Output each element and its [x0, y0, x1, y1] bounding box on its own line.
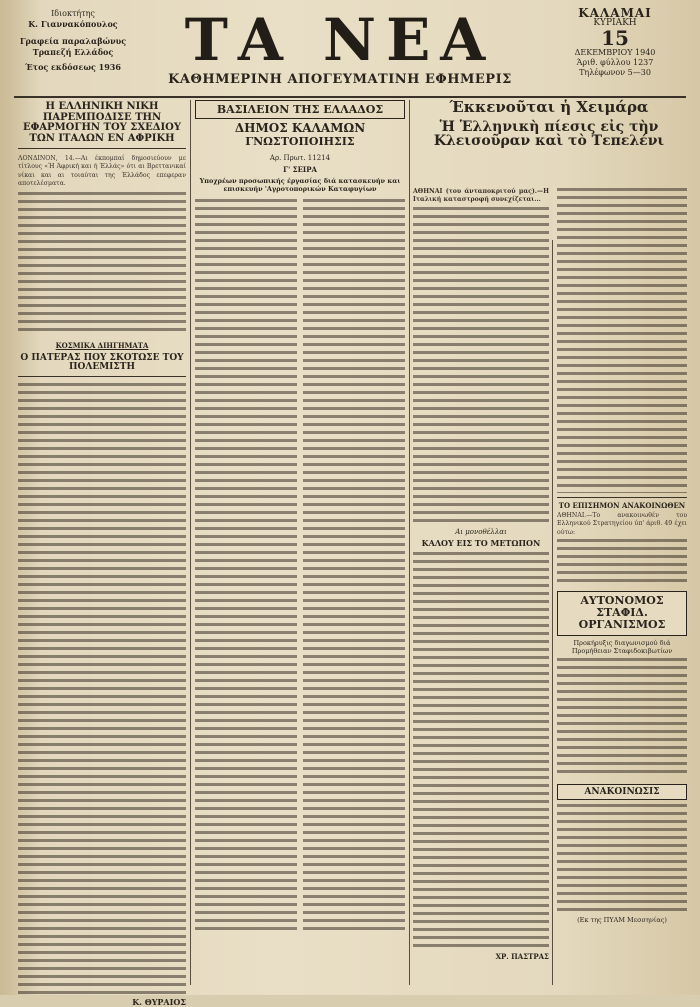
publisher-info	[18, 8, 128, 73]
right-top-story	[413, 100, 685, 149]
tender-text	[557, 658, 687, 778]
story-text	[18, 383, 186, 995]
series-label: Γ' ΣΕΙΡΑ	[283, 165, 317, 174]
publisher-line: Ιδιοκτήτης	[51, 9, 95, 18]
column-divider	[552, 240, 553, 985]
column-divider	[409, 100, 410, 985]
war-report-text	[413, 207, 549, 522]
tender-notice: Προκήρυξις διαγωνισμού διά Προμήθειαν Σταφιδοκιβωτίων	[571, 638, 673, 655]
notice-lead: Υποχρέων προσωπικής έργασίας διά κατασκευήν και επισκευήν 'Αγροτοπορικών Καταφυγίων	[199, 177, 401, 193]
protocol-number: Αρ. Πρωτ. 11214	[269, 154, 331, 162]
section-label: ΚΟΣΜΙΚΑ ΔΙΗΓΗΜΑΤΑ	[55, 341, 149, 350]
middle-column	[195, 100, 405, 934]
masthead	[150, 6, 530, 87]
official-bulletin-text: ΑΘΗΝΑΙ.—Το ανακοινωθέν του Ελληνικού Στρατηγείου ύπ' άριθ. 49 έχει ούτω:	[557, 512, 687, 536]
left-headline: Η ΕΛΛΗΝΙΚΗ ΝΙΚΗ ΠΑΡΕΜΠΟΔΙΣΕ ΤΗΝ ΕΦΑΡΜΟΓΗΝ ΤΟΥ ΣΧΕΔΙΟΥ ΤΩΝ ΙΤΑΛΩΝ ΕΝ ΑΦΡΙΚΗ	[18, 102, 186, 149]
left-intro	[18, 155, 186, 335]
right-headline-2: Ἡ Ἑλληνικὴ πίεσις εἰς τὴν Κλεισοῦραν καὶ τὸ Τεπελένι	[433, 118, 665, 150]
kingdom-heading: ΒΑΣΙΛΕΙΟΝ ΤΗΣ ΕΛΛΑΔΟΣ	[195, 100, 405, 119]
month-year: ΔΕΚΕΜΒΡΙΟΥ 1940	[574, 48, 656, 57]
notice-text-right	[303, 199, 405, 934]
issue-number: Άριθ. φύλλου 1237	[576, 58, 654, 67]
announcement-source: (Εκ της ΠΥΑΜ Μεσσηνίας)	[577, 915, 667, 924]
currant-organization-box: ΑΥΤΟΝΟΜΟΣ ΣΤΑΦΙΔ. ΟΡΓΑΝΙΣΜΟΣ	[557, 591, 687, 635]
right-signature: ΧΡ. ΠΑΣΤΡΑΣ	[495, 951, 549, 961]
announcement-text	[557, 804, 687, 914]
issue-info	[540, 8, 690, 78]
newspaper-subtitle: ΚΑΘΗΜΕΡΙΝΗ ΑΠΟΓΕΥΜΑΤΙΝΗ ΕΦΗΜΕΡΙΣ	[168, 72, 512, 87]
phone: Τηλέφωνον 5—30	[579, 68, 651, 77]
section-2-text	[413, 552, 549, 952]
weekday: ΚΥΡΙΑΚΗ	[593, 18, 637, 28]
intro-text: ΛΟΝΔΙΝΟΝ, 14.—Αι έκπομπαί δημοσιεύουν με τίτλους «Ή Άφρική και ή Έλλάς» ότι αι Βρεττανικαί νίκαι και αι τοιαύται της Έλλάδος επεφεραν αποτελέσματα.	[18, 155, 186, 188]
official-bulletin-title: ΤΟ ΕΠΙΣΗΜΟΝ ΑΝΑΚΟΙΝΩΘΕΝ	[557, 497, 687, 510]
announcement-title: ΑΝΑΚΟΙΝΩΣΙΣ	[557, 784, 687, 800]
official-bulletin-body	[557, 539, 687, 585]
publisher-line: Έτος εκδόσεως 1936	[25, 62, 121, 72]
city: ΚΑΛΑΜΑΙ	[578, 6, 652, 20]
far-right-column	[557, 188, 687, 924]
section-2-label: Αι μονοθέλλαι	[455, 527, 507, 536]
notice-text-left	[195, 199, 297, 934]
text-block	[18, 192, 186, 332]
column-divider	[190, 100, 191, 985]
left-signature: Κ. ΘΥΡΑΙΟΣ	[132, 996, 186, 1007]
story-title: Ο ΠΑΤΕΡΑΣ ΠΟΥ ΣΚΟΤΩΣΕ ΤΟΥ ΠΟΛΕΜΙΣΤΗ	[18, 354, 186, 377]
left-column	[18, 102, 186, 1007]
war-report-continued	[557, 188, 687, 493]
publisher-line: Τραπεζή Ελλάδος	[32, 47, 114, 57]
publisher-line: Κ. Γιαννακόπουλος	[28, 19, 118, 29]
section-2-title: ΚΑΛΟΥ ΕΙΣ ΤΟ ΜΕΤΩΠΟΝ	[421, 537, 541, 548]
right-headline-1: Έκκενοῦται ἡ Χειμάρα	[449, 98, 649, 116]
publisher-line: Γραφεία παραλαβώνυς	[19, 36, 127, 46]
right-column	[413, 188, 549, 961]
dateline: ΑΘΗΝΑΙ (του άνταποκριτού μας).—Η Ιταλική καταστροφή συνεχίζεται...	[413, 188, 549, 204]
notice-heading: ΓΝΩΣΤΟΠΟΙΗΣΙΣ	[245, 135, 355, 148]
municipality-heading: ΔΗΜΟΣ ΚΑΛΑΜΩΝ	[234, 121, 366, 135]
date-number: 15	[601, 26, 629, 50]
newspaper-title: ΤΑ ΝΕΑ	[184, 6, 496, 74]
